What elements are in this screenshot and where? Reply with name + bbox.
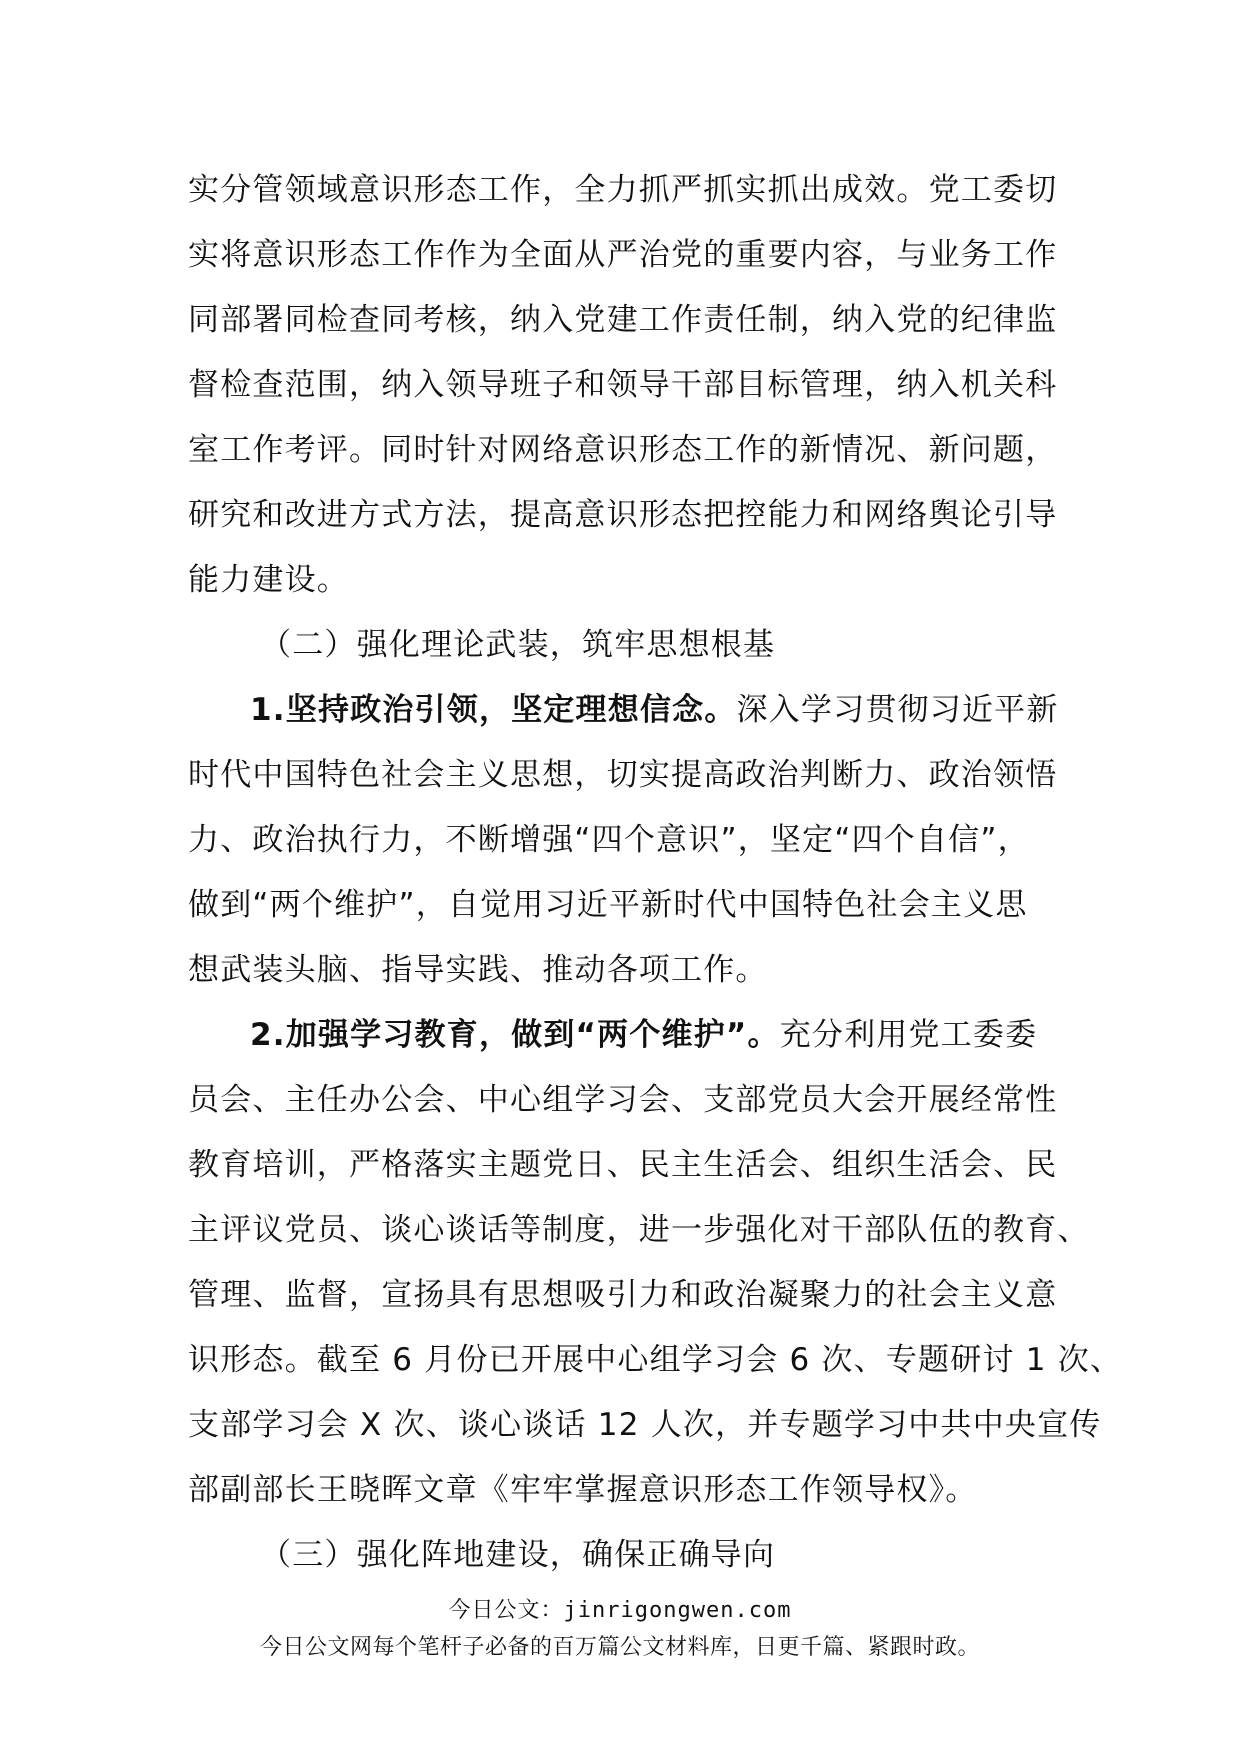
item-1-title: 1.坚持政治引领，坚定理想信念。 — [250, 692, 737, 728]
item-1-text: 深入学习贯彻习近平新 — [736, 692, 1059, 728]
item-2-line: 员会、主任办公会、中心组学习会、支部党员大会开展经常性 — [188, 1082, 1058, 1118]
paragraph-line: 同部署同检查同考核，纳入党建工作责任制，纳入党的纪律监 — [188, 302, 1058, 338]
paragraph-line: 室工作考评。同时针对网络意识形态工作的新情况、新问题， — [188, 432, 1058, 468]
paragraph-line: 实分管领域意识形态工作，全力抓严抓实抓出成效。党工委切 — [188, 172, 1058, 208]
section-heading-2: （二）强化理论武装，筑牢思想根基 — [260, 627, 776, 663]
item-1-line: 做到“两个维护”，自觉用习近平新时代中国特色社会主义思 — [188, 887, 1028, 923]
item-2-line: 管理、监督，宣扬具有思想吸引力和政治凝聚力的社会主义意 — [188, 1277, 1058, 1313]
footer-site-line — [0, 1593, 1240, 1624]
footer-label: 今日公文： — [448, 1598, 564, 1623]
item-2-line: 识形态。截至 6 月份已开展中心组学习会 6 次、专题研讨 1 次、 — [188, 1342, 1123, 1378]
section-heading-3: （三）强化阵地建设，确保正确导向 — [260, 1537, 776, 1573]
footer-tagline: 今日公文网每个笔杆子必备的百万篇公文材料库，日更千篇、紧跟时政。 — [259, 1635, 980, 1660]
item-2-line: 部副部长王晓晖文章《牢牢掌握意识形态工作领导权》。 — [188, 1472, 978, 1508]
item-1-line: 力、政治执行力，不断增强“四个意识”，坚定“四个自信”， — [188, 822, 1030, 858]
item-2-first-line — [188, 1003, 1068, 1068]
paragraph-line: 督检查范围，纳入领导班子和领导干部目标管理，纳入机关科 — [188, 367, 1058, 403]
footer-site-link[interactable]: jinrigongwen.com — [563, 1598, 792, 1623]
document-body — [188, 158, 1123, 1588]
item-2-line: 教育培训，严格落实主题党日、民主生活会、组织生活会、民 — [188, 1147, 1058, 1183]
item-2-line: 主评议党员、谈心谈话等制度，进一步强化对干部队伍的教育、 — [188, 1212, 1090, 1248]
item-1-line: 想武装头脑、指导实践、推动各项工作。 — [188, 952, 768, 988]
paragraph-line: 实将意识形态工作作为全面从严治党的重要内容，与业务工作 — [188, 237, 1058, 273]
item-1-line: 时代中国特色社会主义思想，切实提高政治判断力、政治领悟 — [188, 757, 1058, 793]
item-2-title: 2.加强学习教育，做到“两个维护”。 — [250, 1017, 780, 1053]
item-2-text: 充分利用党工委委 — [779, 1017, 1038, 1053]
paragraph-line: 能力建设。 — [188, 562, 349, 598]
item-2-line: 支部学习会 X 次、谈心谈话 12 人次，并专题学习中共中央宣传 — [188, 1407, 1102, 1443]
paragraph-line: 研究和改进方式方法，提高意识形态把控能力和网络舆论引导 — [188, 497, 1058, 533]
item-1-first-line — [188, 678, 1068, 743]
